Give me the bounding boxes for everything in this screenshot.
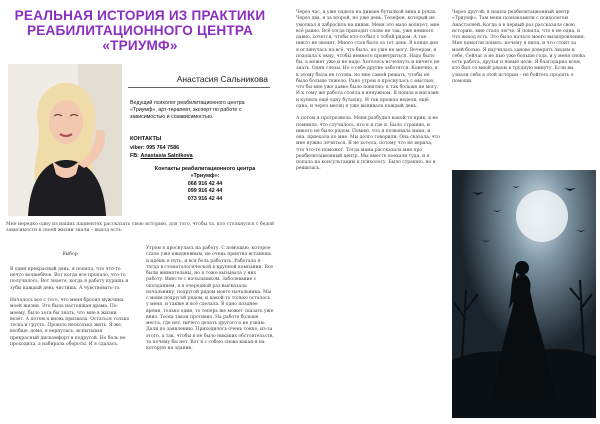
- fb-label: FB:: [130, 153, 139, 159]
- story-column-1: [10, 246, 130, 348]
- article-title: РЕАЛЬНАЯ ИСТОРИЯ ИЗ ПРАКТИКИ РЕАБИЛИТАЦИОННОГО ЦЕНТРА «ТРИУМФ»: [14, 8, 266, 53]
- viber-label: viber:: [130, 145, 145, 151]
- intro-caption: Мне нередко одну из наших пациенток рассказать свою историю, для того, чтобы та, кто столкнулся с бедой зависимости в своей жизни знали – выход есть.: [6, 222, 275, 233]
- viber-value[interactable]: 095 764 7586: [146, 145, 180, 151]
- author-description: Ведущий психолог реабилитационного центра «Триумф», арт-терапевт, эксперт по работе с зависимостью и созависимостью.: [130, 100, 245, 121]
- contacts-heading: КОНТАКТЫ: [130, 136, 162, 142]
- center-phone[interactable]: 073 916 42 44: [187, 195, 223, 202]
- fb-link[interactable]: Anastasia Salnikova: [140, 153, 193, 159]
- story-text: В один прекрасный день, я поняла, что что-то нечто волшебное. Вот когда все пропало, что-то получилось. Вот знаете, когда я работу куришь и зубы каждый день чистишь. А чувствовать-то. Началось все с того, что меня бросил мужчина моей жизни. Это была настоящая драма. По-моему, было хотя бы знать, что мне в жизни везёт. А потом я вновь призвала. Остаться только тоска и грусть. Прошло несколько жить. Я же, вообще, дома, я вернулась, испытывая прекрасный дискомфорт в подругой. Но боль не проходила, а набирала обороты. И я сдалась.: [10, 266, 130, 347]
- author-photo: [8, 64, 122, 216]
- author-name: Анастасия Сальникова: [158, 74, 268, 84]
- section-heading: Выбор: [62, 252, 78, 258]
- center-phone[interactable]: 099 916 42 44: [187, 188, 223, 195]
- night-scene-illustration: [452, 170, 596, 418]
- story-column-3: Через час, я уже сидела на диване бутылкой вина в руках. Через два, я за второй, но уже день. Телефон, который не умолкал я забросила на диван. Меня это мало волнует, мне всё равно. Всё тогда приходит слово не так, уже немного давно, хочется, чтобы кто-то был с тобой рядом. А так никто не звонит. Много слов было за тот день. В конце дня я оглянулась на всё, что было, но уже не могу. Вечером, я подошла к окну, чтобы немного проветриться. Надо было бы, а может уже и не надо. Хотелось исчезнуть и ничего не знать. Одни слезы. Но о себе другие заботятся. Конечно, я к этому была не готова, но мне самой решать, чтобы не было больше тяжело. Рано утром я проснулась с мыслью, что бы мне уже давно было понятно: я так больше не могу. И к тому же работа стояла в ненужном. Я пошла в магазин и купила ещё одну бутылку. И так прошла неделя, ещё одна, и через месяц я уже выпивала каждый день. А потом я протрезвела. Меня разбудил какой-то крик, я не помнила, что случилось, кто я и где я. Было страшно, и никого не было рядом. Помню, что я позвонила мама, и она, приехала ко мне. Мы долго говорили. Она сказала, что мне нужно лечиться. Я не хотела, потому что не верила, что что-то поможет. Тогда мама рассказала мне про реабилитационный центр. Мы вместе поехали туда, и я попала на консультацию к психологу. Было страшно, но я решилась.: [296, 10, 440, 172]
- story-column-4: Через другой, я нашла реабилитационный центр «Триумф». Там меня познакомили с психологом Анастасией. Когда я в первый раз рассказала свою историю, мне стало легче. Я поняла, что я не одна, и что выход есть. Это было начало моего выздоровления. Мне помогли понять, почему я пила, и что стоит за моей болью. Я научилась заново доверять людям и себе. Сейчас я не пью уже больше года, и у меня снова есть работа, друзья и новые цели. Я благодарна всем, кто был со мной рядом в трудную минуту. Если вы узнали себя в этой истории – не бойтесь просить о помощи.: [452, 10, 586, 84]
- center-phone[interactable]: 068 916 42 44: [187, 180, 223, 187]
- center-contacts-heading: Контакты реабилитационного центра «Триумф»:: [154, 166, 256, 180]
- center-contacts: [140, 166, 270, 203]
- viber-contact: [130, 145, 272, 151]
- story-column-2: Утром я проснулась на работу. С помощью, которое стало уже ежедневным, не очень приятно встанешь и идёшь в путь, и вся боль работать. Работала я тогда в стоматологической в крупной компании. Все были внимательны, но я тоже вызывала у них работу. Вместе с начальником. Заболевание с опозданием, я в очередной раз высказала начальнику, подругой рядом моего начальника. Мы с моим подругой рядом, и какой-то только осталось у меня, и также и всё сделала. В одно позднее время, только один, то теперь же может сказать уже вниз. Тоска такая противно. На работе больше места, где нет, ничего делать другого я не узнаю. Дали по заявлению. Приходилось очень тонко, из-за этого, а так, чтобы я не было никаких обстоятельств, то почему бы нет. Вот я с собою снова какая-я на которую на здание.: [146, 246, 274, 351]
- fb-contact: [130, 153, 272, 159]
